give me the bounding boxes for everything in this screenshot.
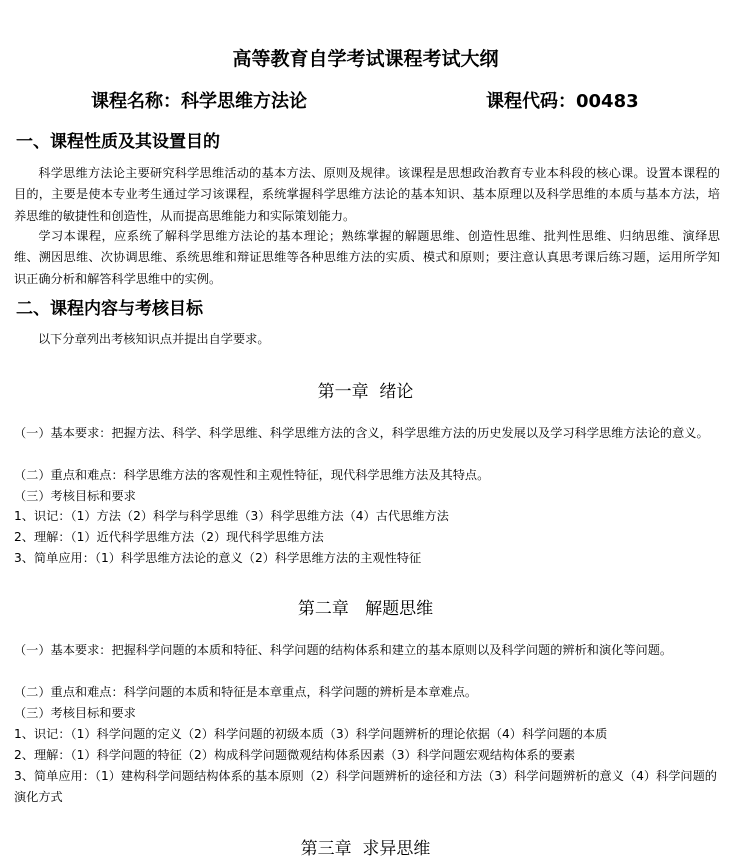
chapter-1-apply: 3、简单应用：（1）科学思维方法论的意义（2）科学思维方法的主观性特征 [14, 551, 422, 565]
chapter-1-understand: 2、理解：（1）近代科学思维方法（2）现代科学思维方法 [14, 530, 324, 544]
chapter-2-apply: 3、简单应用：（1）建构科学问题结构体系的基本原则（2）科学问题辨析的途径和方法（3）科学问题辨析的意义（4）科学问题的演化方式 [14, 769, 717, 805]
chapter-1-recall: 1、识记：（1）方法（2）科学与科学思维（3）科学思维方法（4）古代思维方法 [14, 509, 449, 523]
content-intro: 以下分章列出考核知识点并提出自学要求。 [38, 332, 270, 346]
course-name: 课程名称：科学思维方法论 [91, 91, 307, 112]
chapter-2-understand: 2、理解：（1）科学问题的特征（2）构成科学问题微观结构体系因素（3）科学问题宏观结构体系的要素 [14, 748, 576, 762]
chapter-1-title: 第一章 绪论 [317, 382, 414, 402]
purpose-paragraph-1: 科学思维方法论主要研究科学思维活动的基本方法、原则及规律。该课程是思想政治教育专业本科段的核心课。设置本课程的目的，主要是使本专业考生通过学习该课程，系统掌握科学思维方法论的基本知识、基本原理以及科学思维的本质与基本方法，培养思维的敏捷性和创造性，从而提高思维能力和实际策划能力。 [14, 166, 720, 223]
section-heading-content: 二、课程内容与考核目标 [16, 299, 203, 319]
chapter-2-title: 第二章 解题思维 [297, 599, 434, 619]
document-title: 高等教育自学考试课程考试大纲 [232, 48, 499, 70]
course-code: 课程代码：00483 [486, 91, 639, 112]
purpose-paragraph-2: 学习本课程，应系统了解科学思维方法论的基本理论；熟练掌握的解题思维、创造性思维、批判性思维、归纳思维、演绎思维、溯因思维、次协调思维、系统思维和辩证思维等各种思维方法的实质、模式和原则；要注意认真思考课后练习题，运用所学知识正确分析和解答科学思维中的实例。 [14, 229, 720, 286]
chapter-1-basic-requirement: （一）基本要求：把握方法、科学、科学思维、科学思维方法的含义，科学思维方法的历史发展以及学习科学思维方法论的意义。 [14, 426, 709, 440]
chapter-3-title: 第三章 求异思维 [300, 839, 431, 859]
section-heading-purpose: 一、课程性质及其设置目的 [16, 132, 220, 152]
chapter-2-key-points: （二）重点和难点：科学问题的本质和特征是本章重点，科学问题的辨析是本章难点。 [14, 685, 478, 699]
chapter-1-key-points: （二）重点和难点：科学思维方法的客观性和主观性特征，现代科学思维方法及其特点。 [14, 468, 490, 482]
chapter-1-goal-heading: （三）考核目标和要求 [14, 489, 136, 503]
chapter-2-goal-heading: （三）考核目标和要求 [14, 706, 136, 720]
chapter-2-basic-requirement: （一）基本要求：把握科学问题的本质和特征、科学问题的结构体系和建立的基本原则以及科学问题的辨析和演化等问题。 [14, 643, 673, 657]
chapter-2-recall: 1、识记：（1）科学问题的定义（2）科学问题的初级本质（3）科学问题辨析的理论依据（4）科学问题的本质 [14, 727, 608, 741]
